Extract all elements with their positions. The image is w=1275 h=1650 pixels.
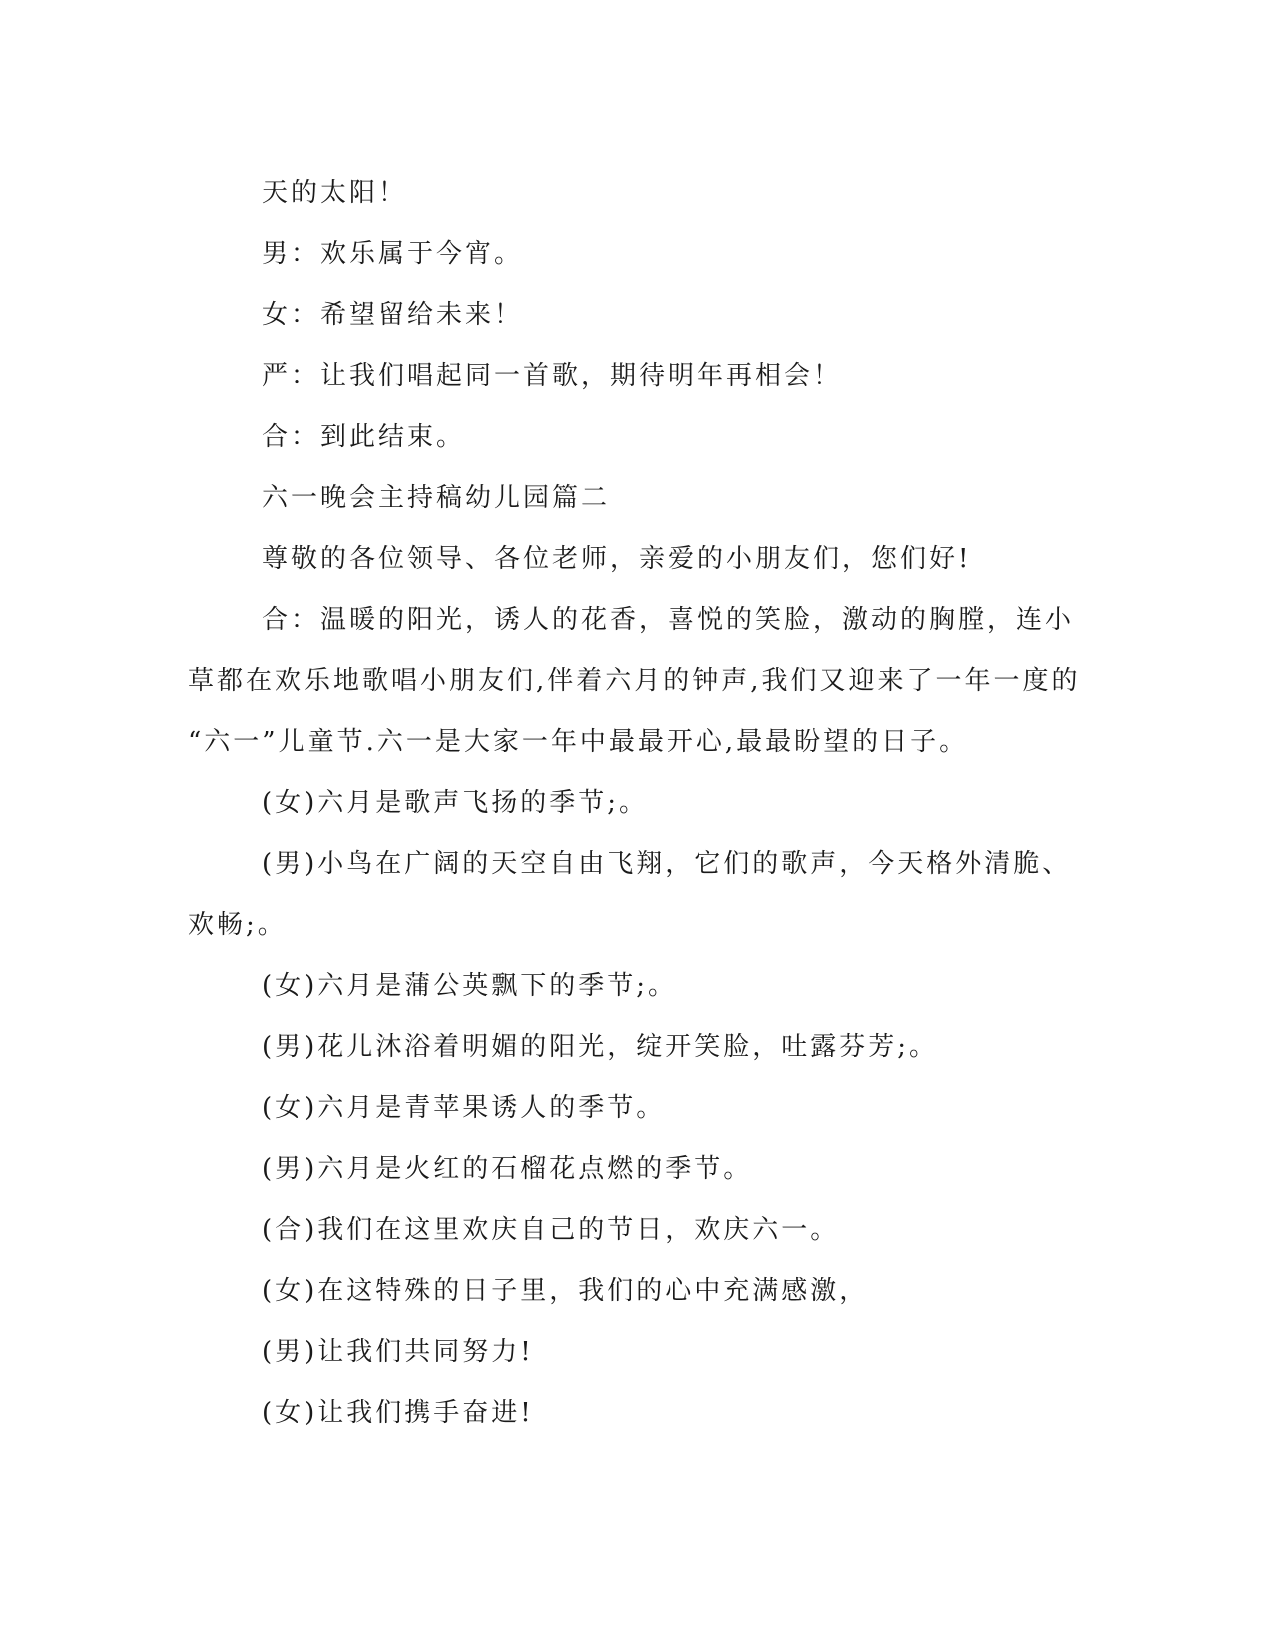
paragraph-1: 天的太阳！	[262, 178, 408, 208]
paragraph-12: (男)花儿沐浴着明媚的阳光，绽开笑脸，吐露芬芳;。	[262, 1032, 939, 1062]
paragraph-3: 女：希望留给未来！	[262, 300, 524, 330]
paragraph-5: 合：到此结束。	[262, 422, 466, 452]
paragraph-14: (男)六月是火红的石榴花点燃的季节。	[262, 1154, 753, 1184]
text-line: 欢畅;。	[188, 910, 287, 940]
section-heading: 六一晚会主持稿幼儿园篇二	[262, 483, 611, 513]
paragraph-11: (女)六月是蒲公英飘下的季节;。	[262, 971, 678, 1001]
paragraph-17: (男)让我们共同努力!	[262, 1337, 534, 1367]
paragraph-2: 男：欢乐属于今宵。	[262, 239, 524, 269]
paragraph-9: (女)六月是歌声飞扬的季节;。	[262, 788, 649, 818]
text-line: (男)小鸟在广阔的天空自由飞翔，它们的歌声，今天格外清脆、	[262, 849, 1072, 879]
paragraph-15: (合)我们在这里欢庆自己的节日，欢庆六一。	[262, 1215, 840, 1245]
text-line: 草都在欢乐地歌唱小朋友们,伴着六月的钟声,我们又迎来了一年一度的	[188, 666, 1081, 696]
text-line: “六一”儿童节.六一是大家一年中最最开心,最最盼望的日子。	[188, 727, 969, 757]
paragraph-4: 严：让我们唱起同一首歌，期待明年再相会！	[262, 361, 843, 391]
paragraph-10	[188, 834, 1088, 956]
document-body	[188, 163, 1088, 1444]
paragraph-greeting: 尊敬的各位领导、各位老师，亲爱的小朋友们，您们好!	[262, 544, 972, 574]
paragraph-opening	[188, 590, 1088, 773]
paragraph-13: (女)六月是青苹果诱人的季节。	[262, 1093, 666, 1123]
paragraph-18: (女)让我们携手奋进!	[262, 1398, 534, 1428]
text-line: 合：温暖的阳光，诱人的花香，喜悦的笑脸，激动的胸膛，连小	[262, 605, 1075, 635]
paragraph-16: (女)在这特殊的日子里，我们的心中充满感激，	[262, 1276, 869, 1306]
